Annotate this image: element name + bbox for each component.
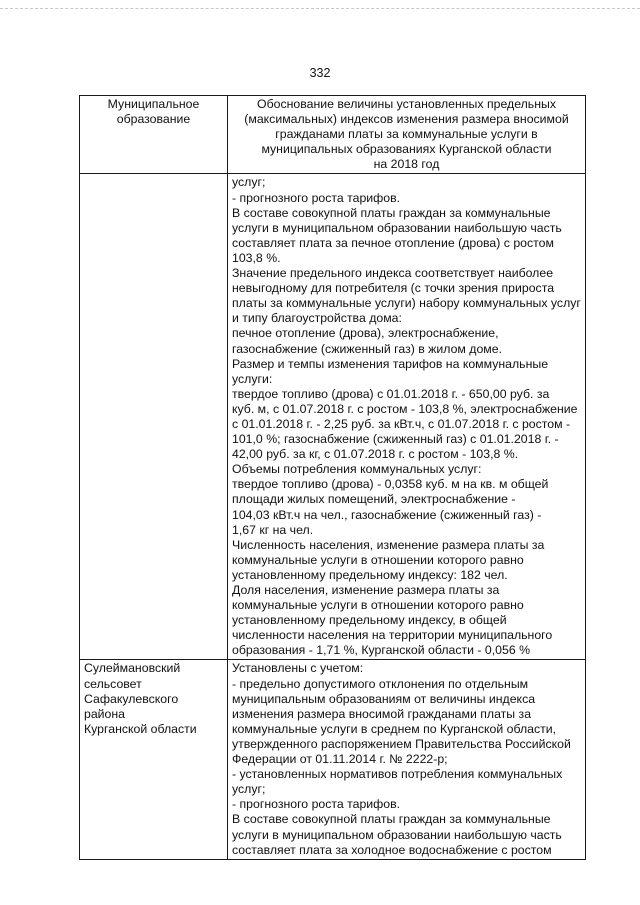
text-line: утвержденного распоряжением Правительства Российской — [232, 736, 571, 751]
text-line: твердое топливо (дрова) - 0,0358 куб. м на кв. м общей — [232, 477, 549, 492]
text-line: составляет плата за холодное водоснабжение с ростом — [232, 842, 552, 857]
text-line: образование — [116, 112, 191, 127]
text-line: Федерации от 01.11.2014 г. № 2222-р; — [232, 752, 448, 767]
text-line: муниципальных образованиях Курганской области — [261, 142, 552, 157]
justification-table — [79, 95, 586, 860]
text-line: - прогнозного роста тарифов. — [232, 190, 401, 205]
text-line: услуг; — [232, 175, 266, 190]
text-line: Доля населения, изменение размера платы за — [232, 583, 500, 597]
text-line: Курганской области — [84, 721, 197, 736]
text-line: на 2018 год — [373, 157, 440, 172]
municipality-cell — [80, 660, 228, 859]
text-line: услуг; — [232, 782, 266, 797]
text-line: куб. м, с 01.07.2018 г. с ростом - 103,8 %, электроснабжение — [232, 401, 578, 416]
justification-cell — [228, 660, 586, 859]
header-justification — [228, 96, 586, 174]
text-line: услуги: — [232, 371, 273, 386]
text-line: Муниципальное — [107, 97, 200, 111]
text-line: невыгодному для потребителя (с точки зрения прироста — [232, 281, 555, 296]
municipality-cell — [80, 174, 228, 660]
text-line: гражданами платы за коммунальные услуги в — [275, 127, 538, 142]
text-line: 42,00 руб. за кг, с 01.07.2018 г. с ростом - 103,8 %. — [232, 447, 519, 462]
text-line: и типу благоустройства дома: — [232, 311, 402, 326]
text-line: 103,8 %. — [232, 250, 281, 265]
header-municipality — [80, 96, 228, 174]
text-line: Обоснование величины установленных предельных — [257, 97, 556, 111]
text-line: площади жилых помещений, электроснабжение - — [232, 492, 516, 507]
text-line: 101,0 %; газоснабжение (сжиженный газ) с 01.01.2018 г. - — [232, 432, 559, 447]
text-line: Сафакулевского — [84, 691, 179, 706]
text-line: - установленных нормативов потребления коммунальных — [232, 767, 563, 782]
text-line: муниципальным образованиям от величины индекса — [232, 691, 536, 706]
text-line: 104,03 кВт.ч на чел., газоснабжение (сжиженный газ) - — [232, 507, 542, 522]
text-line: Численность населения, изменение размера платы за — [232, 537, 545, 552]
text-line: услуги в муниципальном образовании наибольшую часть — [232, 220, 562, 235]
text-line: В составе совокупной платы граждан за коммунальные — [232, 205, 551, 220]
text-line: Сулеймановский — [84, 661, 181, 676]
text-line: - прогнозного роста тарифов. — [232, 797, 401, 812]
text-line: услуги в муниципальном образовании наибольшую часть — [232, 827, 562, 842]
text-line: коммунальные услуги в отношении которого равно — [232, 552, 524, 567]
text-line: изменения размера вносимой гражданами платы за — [232, 706, 532, 721]
text-line: с 01.01.2018 г. - 2,25 руб. за кВт.ч, с 01.07.2018 г. с ростом - — [232, 416, 571, 431]
text-line: газоснабжение (сжиженный газ) в жилом доме. — [232, 341, 503, 356]
text-line: численности населения на территории муниципального — [232, 628, 553, 643]
table-row — [80, 660, 586, 859]
justification-cell — [228, 174, 586, 660]
text-line: образования - 1,71 %, Курганской области - 0,056 % — [232, 643, 531, 658]
scan-edge-line — [0, 8, 640, 9]
text-line: составляет плата за печное отопление (дрова) с ростом — [232, 235, 554, 250]
text-line: сельсовет — [84, 676, 142, 691]
table-header-row — [80, 96, 586, 174]
text-line: печное отопление (дрова), электроснабжение, — [232, 326, 499, 341]
text-line: 1,67 кг на чел. — [232, 522, 314, 537]
text-line: твердое топливо (дрова) с 01.01.2018 г. - 650,00 руб. за — [232, 386, 550, 401]
text-line: Объемы потребления коммунальных услуг: — [232, 462, 482, 477]
text-line: платы за коммунальные услуги) набору коммунальных услуг — [232, 296, 581, 311]
text-line: коммунальные услуги в среднем по Курганской области, — [232, 721, 557, 736]
text-line: - предельно допустимого отклонения по отдельным — [232, 676, 529, 691]
text-line: В составе совокупной платы граждан за коммунальные — [232, 812, 551, 827]
text-line: Значение предельного индекса соответствует наиболее — [232, 266, 554, 281]
table-row — [80, 174, 586, 660]
text-line: коммунальные услуги в отношении которого равно — [232, 598, 524, 613]
text-line: установленному предельному индексу, в общей — [232, 613, 507, 628]
text-line: установленному предельному индексу: 182 чел. — [232, 567, 508, 582]
text-line: (максимальных) индексов изменения размера вносимой — [244, 112, 569, 127]
text-line: Размер и темпы изменения тарифов на коммунальные — [232, 356, 549, 371]
text-line: района — [84, 706, 126, 721]
text-line: Установлены с учетом: — [232, 661, 364, 676]
page-number: 332 — [309, 66, 331, 80]
